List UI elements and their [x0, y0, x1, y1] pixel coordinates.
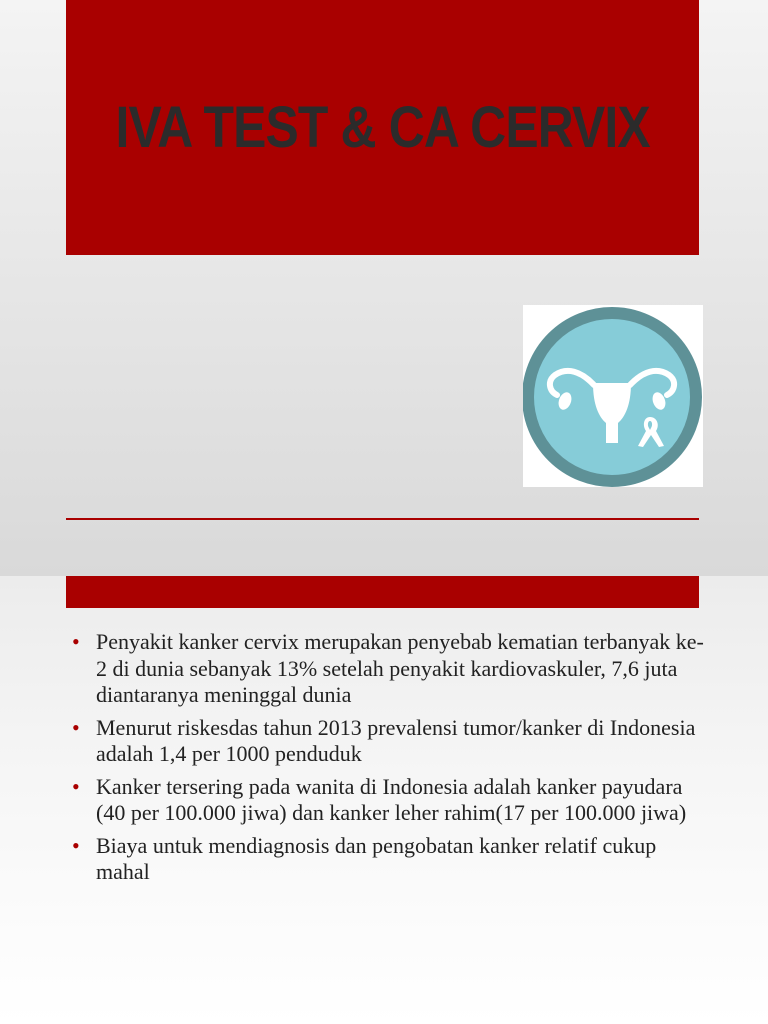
- bullet-item: • Penyakit kanker cervix merupakan penyebab kematian terbanyak ke-2 di dunia sebanyak 13% setelah penyakit kardiovaskuler, 7,6 juta diantaranya meninggal dunia: [72, 629, 712, 709]
- uterus-ribbon-icon: [523, 305, 703, 487]
- title-divider: [66, 518, 699, 520]
- title-band: [66, 0, 699, 255]
- content-header-strip: [66, 576, 699, 608]
- bullet-item: • Menurut riskesdas tahun 2013 prevalensi tumor/kanker di Indonesia adalah 1,4 per 1000 penduduk: [72, 715, 712, 768]
- icon-card: [523, 305, 703, 487]
- bullet-item: • Biaya untuk mendiagnosis dan pengobatan kanker relatif cukup mahal: [72, 833, 712, 886]
- bullet-list: [72, 629, 712, 892]
- bullet-item: • Kanker tersering pada wanita di Indonesia adalah kanker payudara (40 per 100.000 jiwa) dan kanker leher rahim(17 per 100.000 jiwa): [72, 774, 712, 827]
- slide-title: IVA TEST & CA CERVIX: [115, 95, 650, 160]
